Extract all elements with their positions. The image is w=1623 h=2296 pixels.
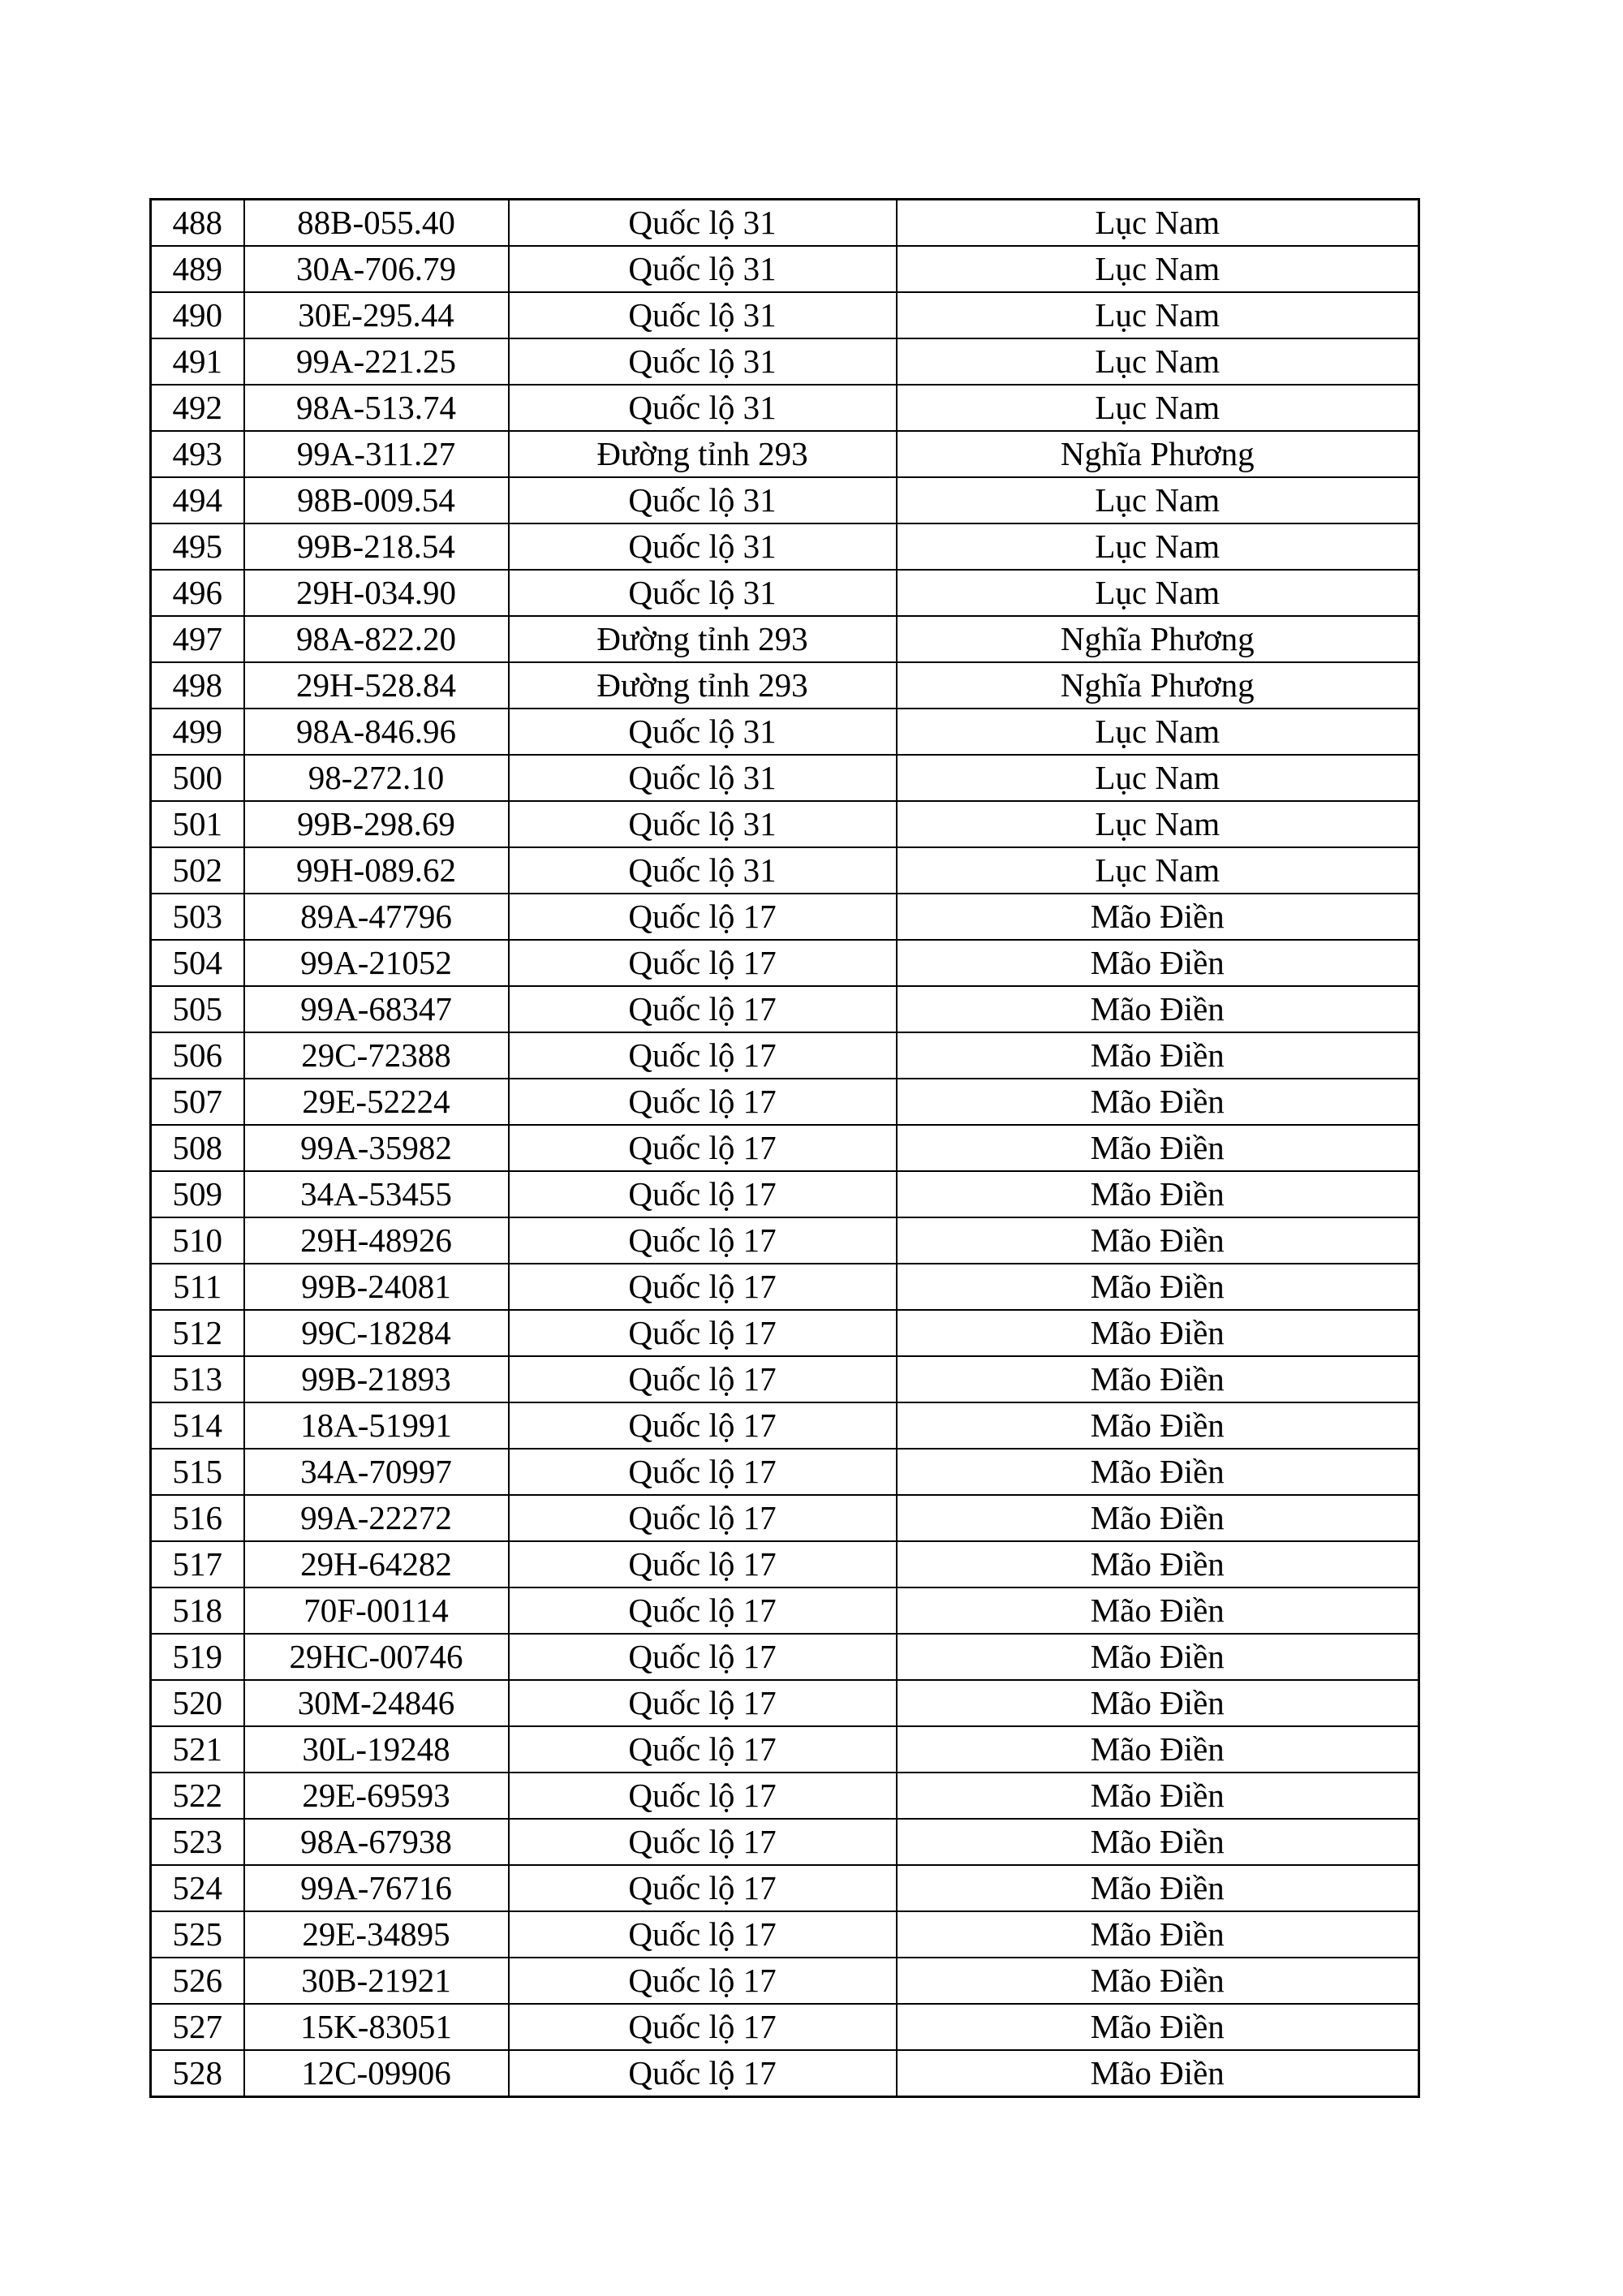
road-cell: Quốc lộ 17 xyxy=(509,1449,897,1495)
location-cell: Lục Nam xyxy=(897,847,1419,894)
license-plate-cell: 18A-51991 xyxy=(244,1402,509,1449)
row-number-cell: 525 xyxy=(151,1911,244,1958)
row-number-cell: 507 xyxy=(151,1079,244,1125)
row-number-cell: 501 xyxy=(151,801,244,847)
road-cell: Quốc lộ 31 xyxy=(509,755,897,801)
row-number-cell: 523 xyxy=(151,1819,244,1865)
road-cell: Quốc lộ 17 xyxy=(509,894,897,940)
road-cell: Quốc lộ 17 xyxy=(509,1773,897,1819)
license-plate-cell: 99C-18284 xyxy=(244,1310,509,1356)
road-cell: Quốc lộ 17 xyxy=(509,1310,897,1356)
road-cell: Quốc lộ 31 xyxy=(509,200,897,247)
license-plate-cell: 99B-24081 xyxy=(244,1264,509,1310)
license-plate-cell: 99A-35982 xyxy=(244,1125,509,1171)
location-cell: Lục Nam xyxy=(897,477,1419,523)
row-number-cell: 495 xyxy=(151,523,244,570)
table-row xyxy=(151,1079,1419,1125)
license-plate-cell: 99H-089.62 xyxy=(244,847,509,894)
row-number-cell: 503 xyxy=(151,894,244,940)
row-number-cell: 502 xyxy=(151,847,244,894)
license-plate-cell: 15K-83051 xyxy=(244,2004,509,2050)
road-cell: Quốc lộ 31 xyxy=(509,477,897,523)
row-number-cell: 528 xyxy=(151,2050,244,2097)
row-number-cell: 527 xyxy=(151,2004,244,2050)
road-cell: Quốc lộ 31 xyxy=(509,292,897,338)
location-cell: Mão Điền xyxy=(897,1402,1419,1449)
location-cell: Lục Nam xyxy=(897,338,1419,385)
table-row xyxy=(151,1773,1419,1819)
road-cell: Quốc lộ 17 xyxy=(509,1125,897,1171)
table-row xyxy=(151,1402,1419,1449)
road-cell: Quốc lộ 31 xyxy=(509,847,897,894)
location-cell: Lục Nam xyxy=(897,385,1419,431)
license-plate-cell: 29H-64282 xyxy=(244,1541,509,1587)
license-plate-cell: 70F-00114 xyxy=(244,1587,509,1634)
table-row xyxy=(151,338,1419,385)
row-number-cell: 522 xyxy=(151,1773,244,1819)
row-number-cell: 517 xyxy=(151,1541,244,1587)
location-cell: Mão Điền xyxy=(897,1032,1419,1079)
row-number-cell: 515 xyxy=(151,1449,244,1495)
table-row xyxy=(151,1449,1419,1495)
location-cell: Lục Nam xyxy=(897,709,1419,755)
row-number-cell: 524 xyxy=(151,1865,244,1911)
road-cell: Quốc lộ 17 xyxy=(509,1726,897,1773)
license-plate-cell: 30E-295.44 xyxy=(244,292,509,338)
table-row xyxy=(151,1356,1419,1402)
location-cell: Mão Điền xyxy=(897,1911,1419,1958)
location-cell: Lục Nam xyxy=(897,523,1419,570)
row-number-cell: 520 xyxy=(151,1680,244,1726)
road-cell: Quốc lộ 17 xyxy=(509,1680,897,1726)
row-number-cell: 491 xyxy=(151,338,244,385)
license-plate-cell: 99A-22272 xyxy=(244,1495,509,1541)
road-cell: Quốc lộ 31 xyxy=(509,709,897,755)
location-cell: Lục Nam xyxy=(897,292,1419,338)
location-cell: Mão Điền xyxy=(897,1495,1419,1541)
location-cell: Mão Điền xyxy=(897,1587,1419,1634)
road-cell: Quốc lộ 17 xyxy=(509,1264,897,1310)
row-number-cell: 513 xyxy=(151,1356,244,1402)
location-cell: Mão Điền xyxy=(897,1356,1419,1402)
road-cell: Quốc lộ 17 xyxy=(509,940,897,986)
location-cell: Mão Điền xyxy=(897,1819,1419,1865)
row-number-cell: 488 xyxy=(151,200,244,247)
table-row xyxy=(151,709,1419,755)
row-number-cell: 490 xyxy=(151,292,244,338)
road-cell: Quốc lộ 17 xyxy=(509,2004,897,2050)
location-cell: Mão Điền xyxy=(897,1264,1419,1310)
table-row xyxy=(151,1680,1419,1726)
location-cell: Nghĩa Phương xyxy=(897,431,1419,477)
license-plate-cell: 34A-70997 xyxy=(244,1449,509,1495)
license-plate-cell: 98A-822.20 xyxy=(244,616,509,662)
row-number-cell: 496 xyxy=(151,570,244,616)
road-cell: Quốc lộ 17 xyxy=(509,986,897,1032)
row-number-cell: 497 xyxy=(151,616,244,662)
license-plate-cell: 99A-311.27 xyxy=(244,431,509,477)
row-number-cell: 516 xyxy=(151,1495,244,1541)
violation-table xyxy=(149,198,1420,2098)
license-plate-cell: 29E-52224 xyxy=(244,1079,509,1125)
row-number-cell: 511 xyxy=(151,1264,244,1310)
location-cell: Mão Điền xyxy=(897,940,1419,986)
license-plate-cell: 99A-68347 xyxy=(244,986,509,1032)
table-row xyxy=(151,1264,1419,1310)
table-row xyxy=(151,986,1419,1032)
row-number-cell: 506 xyxy=(151,1032,244,1079)
license-plate-cell: 12C-09906 xyxy=(244,2050,509,2097)
road-cell: Quốc lộ 17 xyxy=(509,1495,897,1541)
row-number-cell: 518 xyxy=(151,1587,244,1634)
license-plate-cell: 99A-221.25 xyxy=(244,338,509,385)
table-row xyxy=(151,1911,1419,1958)
license-plate-cell: 88B-055.40 xyxy=(244,200,509,247)
row-number-cell: 509 xyxy=(151,1171,244,1217)
road-cell: Đường tỉnh 293 xyxy=(509,431,897,477)
location-cell: Lục Nam xyxy=(897,801,1419,847)
license-plate-cell: 98A-846.96 xyxy=(244,709,509,755)
table-row xyxy=(151,1125,1419,1171)
road-cell: Quốc lộ 31 xyxy=(509,570,897,616)
road-cell: Quốc lộ 31 xyxy=(509,385,897,431)
table-row xyxy=(151,1032,1419,1079)
table-row xyxy=(151,1171,1419,1217)
table-row xyxy=(151,662,1419,709)
row-number-cell: 499 xyxy=(151,709,244,755)
table-row xyxy=(151,755,1419,801)
license-plate-cell: 29E-69593 xyxy=(244,1773,509,1819)
road-cell: Quốc lộ 17 xyxy=(509,1587,897,1634)
row-number-cell: 504 xyxy=(151,940,244,986)
road-cell: Quốc lộ 17 xyxy=(509,1079,897,1125)
row-number-cell: 510 xyxy=(151,1217,244,1264)
license-plate-cell: 99A-21052 xyxy=(244,940,509,986)
license-plate-cell: 98A-513.74 xyxy=(244,385,509,431)
license-plate-cell: 98B-009.54 xyxy=(244,477,509,523)
license-plate-cell: 99B-298.69 xyxy=(244,801,509,847)
location-cell: Mão Điền xyxy=(897,1680,1419,1726)
license-plate-cell: 99A-76716 xyxy=(244,1865,509,1911)
road-cell: Quốc lộ 31 xyxy=(509,801,897,847)
road-cell: Quốc lộ 17 xyxy=(509,1171,897,1217)
table-row xyxy=(151,431,1419,477)
row-number-cell: 512 xyxy=(151,1310,244,1356)
row-number-cell: 505 xyxy=(151,986,244,1032)
license-plate-cell: 30B-21921 xyxy=(244,1958,509,2004)
road-cell: Quốc lộ 17 xyxy=(509,1541,897,1587)
license-plate-cell: 99B-21893 xyxy=(244,1356,509,1402)
location-cell: Lục Nam xyxy=(897,200,1419,247)
road-cell: Đường tỉnh 293 xyxy=(509,616,897,662)
table-row xyxy=(151,801,1419,847)
row-number-cell: 500 xyxy=(151,755,244,801)
table-row xyxy=(151,1865,1419,1911)
license-plate-cell: 30L-19248 xyxy=(244,1726,509,1773)
license-plate-cell: 98-272.10 xyxy=(244,755,509,801)
location-cell: Lục Nam xyxy=(897,246,1419,292)
row-number-cell: 526 xyxy=(151,1958,244,2004)
table-row xyxy=(151,523,1419,570)
location-cell: Mão Điền xyxy=(897,1726,1419,1773)
table-row xyxy=(151,385,1419,431)
table-row xyxy=(151,292,1419,338)
table-row xyxy=(151,940,1419,986)
location-cell: Mão Điền xyxy=(897,2004,1419,2050)
row-number-cell: 489 xyxy=(151,246,244,292)
row-number-cell: 493 xyxy=(151,431,244,477)
location-cell: Mão Điền xyxy=(897,1125,1419,1171)
road-cell: Quốc lộ 17 xyxy=(509,1402,897,1449)
location-cell: Mão Điền xyxy=(897,1310,1419,1356)
road-cell: Quốc lộ 17 xyxy=(509,1911,897,1958)
license-plate-cell: 30A-706.79 xyxy=(244,246,509,292)
location-cell: Mão Điền xyxy=(897,1773,1419,1819)
location-cell: Mão Điền xyxy=(897,1449,1419,1495)
table-row xyxy=(151,1587,1419,1634)
license-plate-cell: 30M-24846 xyxy=(244,1680,509,1726)
table-row xyxy=(151,246,1419,292)
license-plate-cell: 29C-72388 xyxy=(244,1032,509,1079)
table-row xyxy=(151,1541,1419,1587)
license-plate-cell: 29H-034.90 xyxy=(244,570,509,616)
table-row xyxy=(151,1495,1419,1541)
row-number-cell: 494 xyxy=(151,477,244,523)
license-plate-cell: 99B-218.54 xyxy=(244,523,509,570)
location-cell: Mão Điền xyxy=(897,1865,1419,1911)
road-cell: Quốc lộ 17 xyxy=(509,1819,897,1865)
road-cell: Quốc lộ 17 xyxy=(509,1634,897,1680)
table-row xyxy=(151,1958,1419,2004)
location-cell: Nghĩa Phương xyxy=(897,616,1419,662)
road-cell: Quốc lộ 17 xyxy=(509,1865,897,1911)
location-cell: Lục Nam xyxy=(897,570,1419,616)
table-body xyxy=(151,200,1419,2097)
road-cell: Quốc lộ 31 xyxy=(509,338,897,385)
row-number-cell: 521 xyxy=(151,1726,244,1773)
table-row xyxy=(151,1217,1419,1264)
row-number-cell: 498 xyxy=(151,662,244,709)
road-cell: Quốc lộ 17 xyxy=(509,1217,897,1264)
road-cell: Quốc lộ 17 xyxy=(509,1032,897,1079)
table-row xyxy=(151,894,1419,940)
table-row xyxy=(151,1726,1419,1773)
license-plate-cell: 34A-53455 xyxy=(244,1171,509,1217)
row-number-cell: 514 xyxy=(151,1402,244,1449)
license-plate-cell: 29H-528.84 xyxy=(244,662,509,709)
location-cell: Mão Điền xyxy=(897,2050,1419,2097)
table-row xyxy=(151,847,1419,894)
road-cell: Đường tỉnh 293 xyxy=(509,662,897,709)
table-row xyxy=(151,1819,1419,1865)
location-cell: Mão Điền xyxy=(897,986,1419,1032)
location-cell: Nghĩa Phương xyxy=(897,662,1419,709)
road-cell: Quốc lộ 31 xyxy=(509,246,897,292)
license-plate-cell: 29H-48926 xyxy=(244,1217,509,1264)
table-row xyxy=(151,2004,1419,2050)
license-plate-cell: 29HC-00746 xyxy=(244,1634,509,1680)
location-cell: Lục Nam xyxy=(897,755,1419,801)
table-row xyxy=(151,570,1419,616)
road-cell: Quốc lộ 31 xyxy=(509,523,897,570)
road-cell: Quốc lộ 17 xyxy=(509,1356,897,1402)
table-row xyxy=(151,477,1419,523)
license-plate-cell: 29E-34895 xyxy=(244,1911,509,1958)
table-row xyxy=(151,1310,1419,1356)
location-cell: Mão Điền xyxy=(897,1171,1419,1217)
location-cell: Mão Điền xyxy=(897,894,1419,940)
row-number-cell: 492 xyxy=(151,385,244,431)
table-row xyxy=(151,616,1419,662)
table-row xyxy=(151,2050,1419,2097)
table-row xyxy=(151,1634,1419,1680)
road-cell: Quốc lộ 17 xyxy=(509,1958,897,2004)
row-number-cell: 508 xyxy=(151,1125,244,1171)
table-row xyxy=(151,200,1419,247)
location-cell: Mão Điền xyxy=(897,1079,1419,1125)
license-plate-cell: 98A-67938 xyxy=(244,1819,509,1865)
location-cell: Mão Điền xyxy=(897,1958,1419,2004)
location-cell: Mão Điền xyxy=(897,1634,1419,1680)
license-plate-cell: 89A-47796 xyxy=(244,894,509,940)
row-number-cell: 519 xyxy=(151,1634,244,1680)
location-cell: Mão Điền xyxy=(897,1541,1419,1587)
location-cell: Mão Điền xyxy=(897,1217,1419,1264)
road-cell: Quốc lộ 17 xyxy=(509,2050,897,2097)
